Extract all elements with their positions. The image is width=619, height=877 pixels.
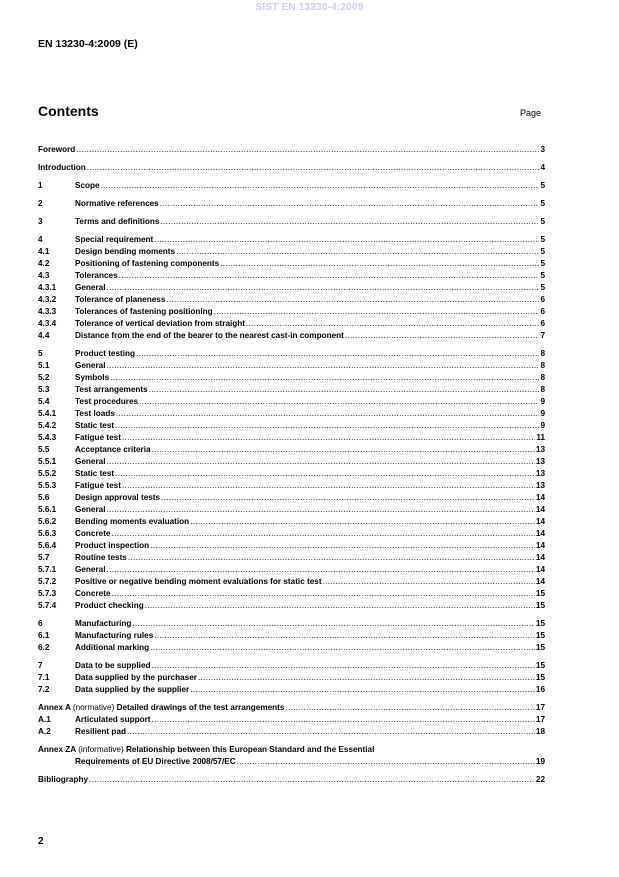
toc-entry[interactable] <box>38 456 545 468</box>
toc-title: Design approval tests <box>75 493 161 502</box>
toc-entry[interactable] <box>38 306 545 318</box>
toc-title: Tolerances <box>75 271 118 280</box>
toc-title: Manufacturing rules <box>75 631 154 640</box>
toc-title: Symbols <box>75 373 110 382</box>
toc-number: 5.1 <box>38 361 50 370</box>
toc-title: Positioning of fastening components <box>75 259 220 268</box>
toc-entry[interactable] <box>38 396 545 408</box>
toc-page-number: 14 <box>535 565 545 574</box>
toc-number: 5.3 <box>38 385 50 394</box>
leader-dots <box>145 600 535 612</box>
toc-title: Additional marking <box>75 643 150 652</box>
toc-number: 5.6.2 <box>38 517 57 526</box>
bibliography-title: Bibliography <box>38 775 89 784</box>
toc-page-number: 14 <box>535 517 545 526</box>
toc-page-number: 13 <box>535 469 545 478</box>
toc-number: 3 <box>38 217 43 226</box>
leader-dots <box>107 564 535 576</box>
toc-main-entries <box>38 144 545 696</box>
leader-dots <box>149 384 540 396</box>
toc-title: Routine tests <box>75 553 127 562</box>
toc-entry[interactable] <box>38 528 545 540</box>
toc-page-number: 14 <box>535 541 545 550</box>
toc-number: 5.7.4 <box>38 601 57 610</box>
toc-entry[interactable] <box>38 540 545 552</box>
toc-entry[interactable] <box>38 216 545 228</box>
toc-page-number: 6 <box>540 295 545 304</box>
leader-dots <box>119 270 540 282</box>
toc-entry[interactable] <box>38 294 545 306</box>
annex-za-heading <box>38 744 374 756</box>
toc-number: 4.3.3 <box>38 307 57 316</box>
toc-entry[interactable] <box>38 198 545 210</box>
toc-title: Product testing <box>75 349 136 358</box>
annex-a-kind: (normative) <box>72 703 115 712</box>
leader-dots <box>154 630 535 642</box>
toc-entry[interactable] <box>38 348 545 360</box>
leader-dots <box>128 552 535 564</box>
leader-dots <box>154 234 539 246</box>
annex-za-title-line2: Requirements of EU Directive 2008/57/EC <box>75 757 236 766</box>
toc-entry-annex-za-line2[interactable] <box>38 756 545 768</box>
toc-entry[interactable] <box>38 618 545 630</box>
leader-dots <box>122 432 535 444</box>
toc-number: A.2 <box>38 727 51 736</box>
toc-title: Resilient pad <box>75 727 126 736</box>
toc-page-number: 19 <box>535 757 545 766</box>
toc-page-number: 9 <box>540 409 545 418</box>
toc-entry[interactable] <box>38 318 545 330</box>
toc-entry[interactable] <box>38 672 545 684</box>
contents-heading: Contents <box>38 103 99 119</box>
toc-page-number: 9 <box>540 397 545 406</box>
toc-page-number: 13 <box>535 457 545 466</box>
leader-dots <box>246 318 539 330</box>
toc-entry[interactable] <box>38 600 545 612</box>
toc-entry-annex-za-line1[interactable] <box>38 744 545 756</box>
toc-number: 5.5.1 <box>38 457 57 466</box>
leader-dots <box>89 774 535 786</box>
toc-number: 7.1 <box>38 673 50 682</box>
toc-page-number: 16 <box>535 685 545 694</box>
toc-title: General <box>75 457 106 466</box>
toc-page-number: 14 <box>535 553 545 562</box>
toc-page-number: 5 <box>540 217 545 226</box>
leader-dots <box>132 618 534 630</box>
toc-page-number: 8 <box>540 373 545 382</box>
toc-entry[interactable] <box>38 162 545 174</box>
leader-dots <box>107 504 535 516</box>
toc-number: 4.3 <box>38 271 50 280</box>
leader-dots <box>112 588 535 600</box>
toc-title: Fatigue test <box>75 433 121 442</box>
leader-dots <box>115 468 535 480</box>
toc-page-number: 15 <box>535 619 545 628</box>
toc-number: 4.4 <box>38 331 50 340</box>
toc-entry[interactable] <box>38 360 545 372</box>
toc-entry[interactable] <box>38 516 545 528</box>
leader-dots <box>152 714 535 726</box>
leader-dots <box>150 642 535 654</box>
toc-page-number: 9 <box>540 421 545 430</box>
toc-entry[interactable] <box>38 564 545 576</box>
toc-page-number: 5 <box>540 247 545 256</box>
toc-entry[interactable] <box>38 588 545 600</box>
toc-page-number: 14 <box>535 505 545 514</box>
toc-title: Special requirement <box>75 235 154 244</box>
toc-number: 5.5.2 <box>38 469 57 478</box>
toc-page-number: 22 <box>535 775 545 784</box>
leader-dots <box>220 258 539 270</box>
toc-entry[interactable] <box>38 246 545 258</box>
leader-dots <box>285 702 534 714</box>
toc-entry-a-2[interactable] <box>38 726 545 738</box>
toc-entry[interactable] <box>38 642 545 654</box>
toc-number: 5.4.2 <box>38 421 57 430</box>
toc-title: Test procedures <box>75 397 139 406</box>
leader-dots <box>115 420 539 432</box>
toc-page-number: 18 <box>535 727 545 736</box>
toc-page-number: 8 <box>540 361 545 370</box>
toc-title: Design bending moments <box>75 247 176 256</box>
toc-title: General <box>75 283 106 292</box>
toc-number: 5.2 <box>38 373 50 382</box>
toc-title: Product inspection <box>75 541 150 550</box>
toc-number: 5.5 <box>38 445 50 454</box>
toc-title: Product checking <box>75 601 144 610</box>
toc-page-number: 15 <box>535 589 545 598</box>
leader-dots <box>136 348 539 360</box>
toc-number: 4.3.2 <box>38 295 57 304</box>
toc-number: 5.4.3 <box>38 433 57 442</box>
toc-entry[interactable] <box>38 408 545 420</box>
toc-title: Acceptance criteria <box>75 445 151 454</box>
toc-title: Terms and definitions <box>75 217 160 226</box>
toc-page-number: 5 <box>540 259 545 268</box>
toc-entry[interactable] <box>38 630 545 642</box>
toc-page-number: 15 <box>535 601 545 610</box>
toc-page-number: 14 <box>535 493 545 502</box>
leader-dots <box>139 396 539 408</box>
leader-dots <box>160 198 540 210</box>
toc-page-number: 8 <box>540 349 545 358</box>
leader-dots <box>190 684 535 696</box>
leader-dots <box>152 660 535 672</box>
toc-page-number: 3 <box>540 145 545 154</box>
toc-number: A.1 <box>38 715 51 724</box>
toc-number: 5.4 <box>38 397 50 406</box>
toc-entry[interactable] <box>38 234 545 246</box>
leader-dots <box>107 360 540 372</box>
toc-page-number: 6 <box>540 307 545 316</box>
leader-dots <box>127 726 535 738</box>
toc-entry[interactable] <box>38 372 545 384</box>
leader-dots <box>116 408 540 420</box>
toc-title: Bending moments evaluation <box>75 517 190 526</box>
toc-entry[interactable] <box>38 330 545 342</box>
toc-title: Normative references <box>75 199 159 208</box>
toc-page-number: 5 <box>540 199 545 208</box>
toc-number: 5.7.2 <box>38 577 57 586</box>
toc-page-number: 15 <box>535 631 545 640</box>
toc-title: Test arrangements <box>75 385 148 394</box>
toc-number: 5.4.1 <box>38 409 57 418</box>
leader-dots <box>198 672 535 684</box>
leader-dots <box>76 144 539 156</box>
leader-dots <box>110 372 539 384</box>
toc-number: 5.6.3 <box>38 529 57 538</box>
toc-page-number: 15 <box>535 643 545 652</box>
toc-title: Data to be supplied <box>75 661 151 670</box>
toc-number: 5.7 <box>38 553 50 562</box>
toc-title: Fatigue test <box>75 481 121 490</box>
toc-title: Manufacturing <box>75 619 132 628</box>
toc-title: Scope <box>75 181 100 190</box>
annex-za-kind: (informative) <box>78 745 124 754</box>
toc-number: 6 <box>38 619 43 628</box>
toc-number: 5.6 <box>38 493 50 502</box>
toc-title: Distance from the end of the bearer to the nearest cast-in component <box>75 331 344 340</box>
toc-page-number: 8 <box>540 385 545 394</box>
toc-entry-bibliography[interactable] <box>38 774 545 786</box>
toc-entry-annex-a[interactable] <box>38 702 545 714</box>
toc-entry[interactable] <box>38 660 545 672</box>
document-id: EN 13230-4:2009 (E) <box>38 38 138 50</box>
annex-za-label: Annex ZA <box>38 745 76 754</box>
toc-entry[interactable] <box>38 270 545 282</box>
toc-entry[interactable] <box>38 432 545 444</box>
toc-number: 7.2 <box>38 685 50 694</box>
toc-entry[interactable] <box>38 468 545 480</box>
toc-title: General <box>75 361 106 370</box>
toc-number: 4.2 <box>38 259 50 268</box>
toc-title: Positive or negative bending moment evaluations for static test <box>75 577 322 586</box>
toc-title: Tolerance of planeness <box>75 295 166 304</box>
toc-title: Data supplied by the supplier <box>75 685 190 694</box>
leader-dots <box>152 444 535 456</box>
toc-title: Introduction <box>38 163 86 172</box>
toc-entry[interactable] <box>38 576 545 588</box>
page-number: 2 <box>38 836 44 847</box>
annex-za-title-line1: Relationship between this European Standard and the Essential <box>125 745 375 754</box>
toc-title: General <box>75 505 106 514</box>
toc-number: 4.3.1 <box>38 283 57 292</box>
leader-dots <box>101 180 540 192</box>
toc-page-number: 6 <box>540 319 545 328</box>
toc-entry[interactable] <box>38 282 545 294</box>
toc-number: 4.1 <box>38 247 50 256</box>
leader-dots <box>237 756 535 768</box>
page-column-label: Page <box>520 108 542 118</box>
toc-page-number: 5 <box>540 283 545 292</box>
toc-title: Data supplied by the purchaser <box>75 673 197 682</box>
toc-number: 5 <box>38 349 43 358</box>
watermark: SIST EN 13230-4:2009 <box>255 2 364 13</box>
toc-entry[interactable] <box>38 180 545 192</box>
toc-title: Tolerances of fastening positioning <box>75 307 213 316</box>
toc-title: Static test <box>75 421 115 430</box>
annex-a-heading <box>38 702 284 714</box>
leader-dots <box>190 516 535 528</box>
toc-entry[interactable] <box>38 684 545 696</box>
toc-page-number: 7 <box>540 331 545 340</box>
toc-number: 4 <box>38 235 43 244</box>
toc-entry-a-1[interactable] <box>38 714 545 726</box>
toc-page-number: 17 <box>535 703 545 712</box>
leader-dots <box>112 528 535 540</box>
toc-page-number: 13 <box>535 445 545 454</box>
toc-number: 4.3.4 <box>38 319 57 328</box>
annex-a-title: Detailed drawings of the test arrangements <box>116 703 285 712</box>
toc-page-number: 15 <box>535 661 545 670</box>
toc-page-number: 4 <box>540 163 545 172</box>
toc-number: 7 <box>38 661 43 670</box>
toc-title: Tolerance of vertical deviation from straight <box>75 319 246 328</box>
toc-page-number: 5 <box>540 181 545 190</box>
leader-dots <box>87 162 540 174</box>
toc-entry[interactable] <box>38 552 545 564</box>
leader-dots <box>161 492 535 504</box>
toc-page-number: 17 <box>535 715 545 724</box>
toc-entry[interactable] <box>38 258 545 270</box>
toc-title: Foreword <box>38 145 76 154</box>
toc-entry[interactable] <box>38 444 545 456</box>
toc-title: General <box>75 565 106 574</box>
leader-dots <box>160 216 539 228</box>
toc-page-number: 5 <box>540 271 545 280</box>
toc-page-number: 14 <box>535 577 545 586</box>
toc-entry[interactable] <box>38 492 545 504</box>
toc-number: 6.2 <box>38 643 50 652</box>
leader-dots <box>176 246 539 258</box>
toc-title: Articulated support <box>75 715 151 724</box>
toc-number: 5.7.1 <box>38 565 57 574</box>
toc-number: 6.1 <box>38 631 50 640</box>
table-of-contents <box>38 144 545 786</box>
toc-page-number: 5 <box>540 235 545 244</box>
toc-title: Test loads <box>75 409 115 418</box>
toc-number: 5.6.4 <box>38 541 57 550</box>
toc-number: 5.7.3 <box>38 589 57 598</box>
leader-dots <box>107 282 540 294</box>
leader-dots <box>122 480 535 492</box>
toc-number: 5.6.1 <box>38 505 57 514</box>
leader-dots <box>345 330 540 342</box>
leader-dots <box>323 576 535 588</box>
annex-a-label: Annex A <box>38 703 71 712</box>
toc-number: 1 <box>38 181 43 190</box>
toc-entry[interactable] <box>38 144 545 156</box>
toc-page-number: 15 <box>535 673 545 682</box>
leader-dots <box>166 294 539 306</box>
toc-entry[interactable] <box>38 420 545 432</box>
toc-title: Concrete <box>75 529 111 538</box>
leader-dots <box>214 306 540 318</box>
toc-page-number: 11 <box>536 433 545 442</box>
toc-entry[interactable] <box>38 480 545 492</box>
toc-entry[interactable] <box>38 504 545 516</box>
toc-title: Concrete <box>75 589 111 598</box>
leader-dots <box>150 540 535 552</box>
toc-title: Static test <box>75 469 115 478</box>
leader-dots <box>107 456 535 468</box>
toc-entry[interactable] <box>38 384 545 396</box>
toc-number: 2 <box>38 199 43 208</box>
toc-page-number: 14 <box>535 529 545 538</box>
toc-number: 5.5.3 <box>38 481 57 490</box>
toc-page-number: 13 <box>535 481 545 490</box>
